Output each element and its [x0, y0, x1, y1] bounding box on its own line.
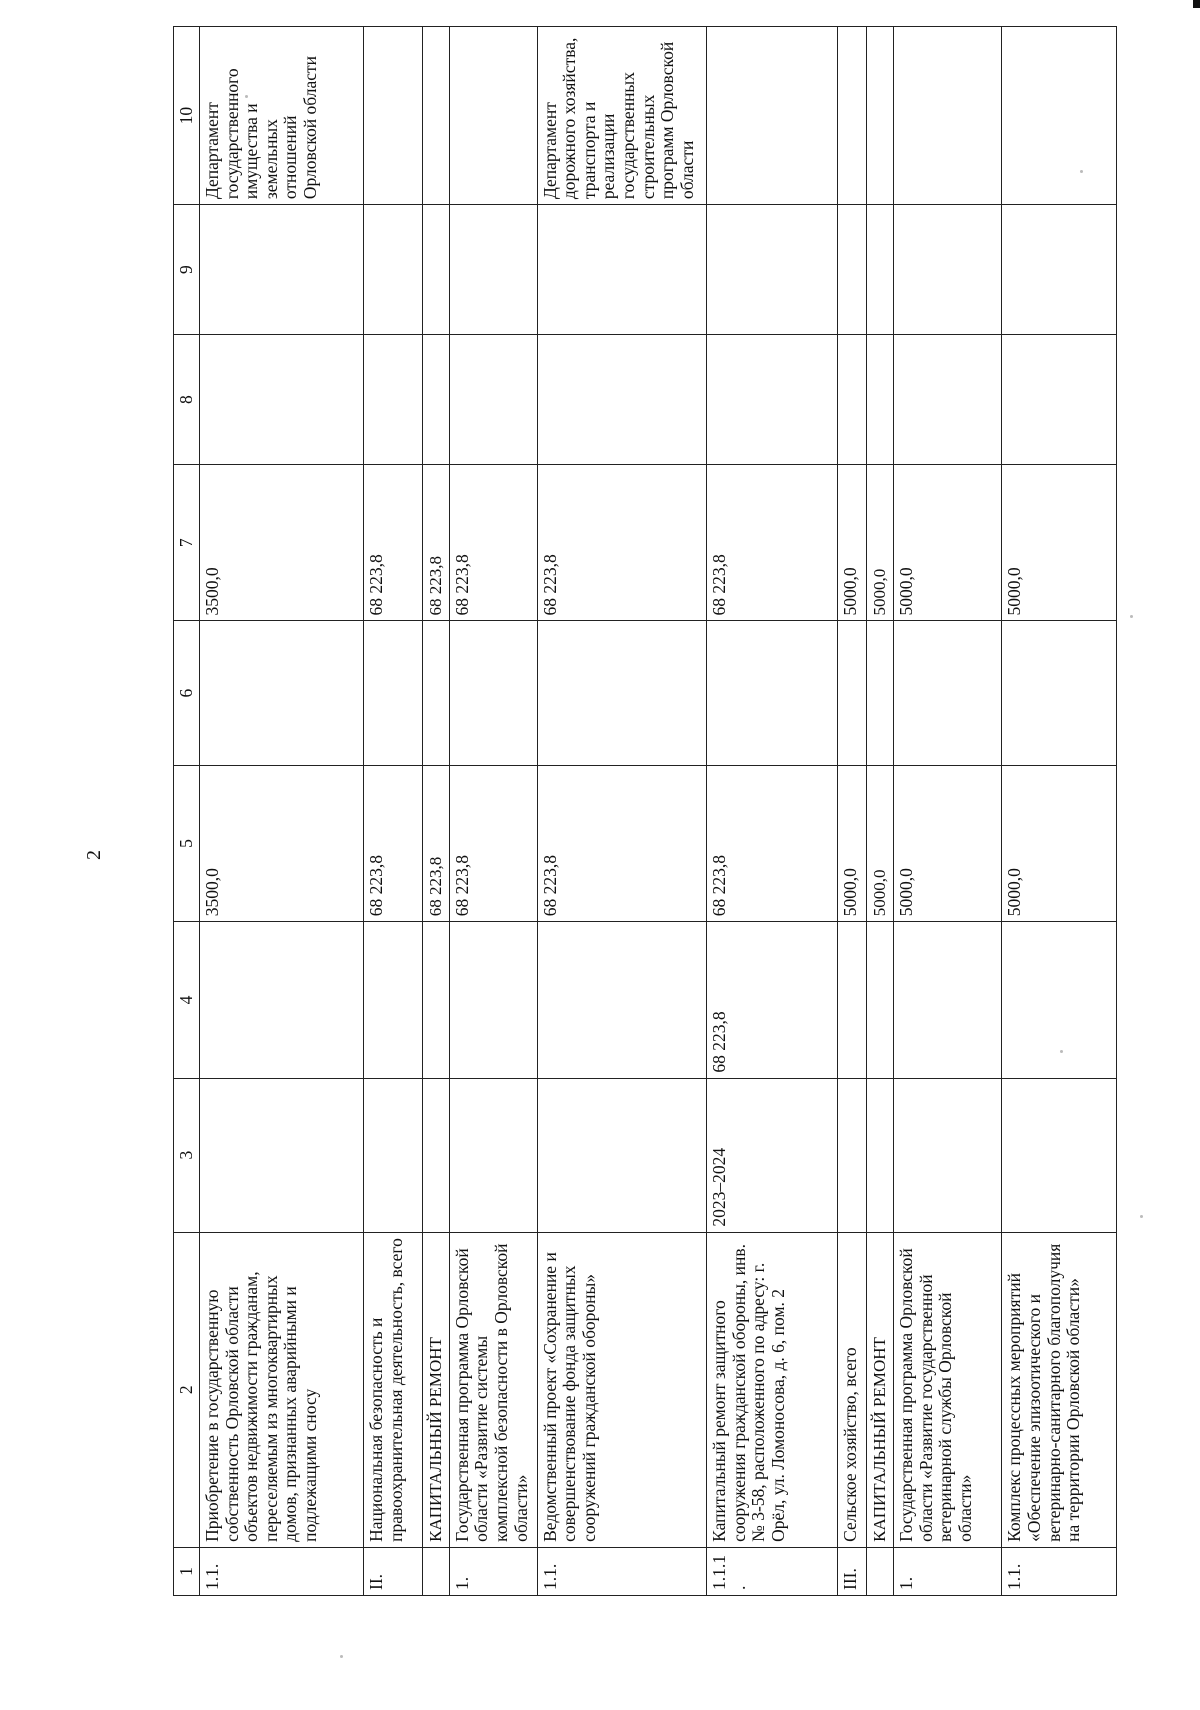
cell-col9 — [1002, 205, 1117, 335]
cell-col6 — [537, 621, 706, 765]
row-name: Капитальный ремонт защитного сооружения гражданской обороны, инв. № 3-58, расположенного по адресу: г. Орёл, ул. Ломоносова, д. 6, пом. 2 — [706, 1232, 837, 1547]
cell-col7: 5000,0 — [894, 465, 1002, 621]
table-row — [200, 27, 364, 1596]
cell-col9 — [537, 205, 706, 335]
cell-period — [422, 1078, 449, 1232]
cell-estimated-cost — [449, 922, 537, 1078]
col-header-3: 3 — [174, 1078, 200, 1232]
cell-total: 68 223,8 — [364, 765, 422, 921]
col-header-9: 9 — [174, 205, 200, 335]
cell-estimated-cost — [364, 922, 422, 1078]
row-name: Ведомственный проект «Сохранение и совершенствование фонда защитных сооружений гражданской обороны» — [537, 1232, 706, 1547]
cell-responsible — [449, 27, 537, 205]
cell-responsible — [364, 27, 422, 205]
cell-responsible — [1002, 27, 1117, 205]
cell-col6 — [894, 621, 1002, 765]
cell-col8 — [838, 335, 867, 465]
col-header-6: 6 — [174, 621, 200, 765]
cell-estimated-cost — [200, 922, 364, 1078]
page-number: 2 — [83, 850, 105, 860]
row-number: 1.1.1. — [706, 1547, 837, 1595]
cell-responsible — [867, 27, 894, 205]
table-row — [422, 27, 449, 1596]
cell-col9 — [838, 205, 867, 335]
table-row — [1002, 27, 1117, 1596]
cell-total: 5000,0 — [894, 765, 1002, 921]
cell-period — [449, 1078, 537, 1232]
cell-estimated-cost: 68 223,8 — [706, 922, 837, 1078]
row-name: КАПИТАЛЬНЫЙ РЕМОНТ — [422, 1232, 449, 1547]
cell-col8 — [449, 335, 537, 465]
table-row — [894, 27, 1002, 1596]
table-row — [706, 27, 837, 1596]
scan-speck — [1080, 170, 1083, 173]
cell-col6 — [867, 621, 894, 765]
cell-period — [894, 1078, 1002, 1232]
cell-total: 3500,0 — [200, 765, 364, 921]
cell-estimated-cost — [422, 922, 449, 1078]
table-row — [449, 27, 537, 1596]
rotated-table-wrapper — [173, 26, 1117, 1596]
cell-col8 — [1002, 335, 1117, 465]
scan-speck — [1140, 1215, 1143, 1218]
cell-estimated-cost — [838, 922, 867, 1078]
cell-col7: 68 223,8 — [364, 465, 422, 621]
cell-col7: 68 223,8 — [706, 465, 837, 621]
cell-period — [200, 1078, 364, 1232]
cell-col8 — [894, 335, 1002, 465]
cell-period: 2023–2024 — [706, 1078, 837, 1232]
row-number: 1. — [894, 1547, 1002, 1595]
row-number: III. — [838, 1547, 867, 1595]
cell-col7: 5000,0 — [838, 465, 867, 621]
cell-period — [1002, 1078, 1117, 1232]
cell-period — [537, 1078, 706, 1232]
cell-total: 5000,0 — [867, 765, 894, 921]
cell-total: 5000,0 — [838, 765, 867, 921]
cell-col6 — [838, 621, 867, 765]
cell-responsible: Департамент дорожного хозяйства, транспорта и реализации государственных строительных программ Орловской области — [537, 27, 706, 205]
cell-col7: 3500,0 — [200, 465, 364, 621]
row-name: Комплекс процессных мероприятий «Обеспечение эпизоотического и ветеринарно-санитарного благополучия на территории Орловской области» — [1002, 1232, 1117, 1547]
row-name: Сельское хозяйство, всего — [838, 1232, 867, 1547]
cell-col8 — [867, 335, 894, 465]
col-header-1: 1 — [174, 1547, 200, 1595]
cell-col9 — [867, 205, 894, 335]
cell-col9 — [706, 205, 837, 335]
scan-speck — [340, 1655, 343, 1658]
row-name: Приобретение в государственную собственность Орловской области объектов недвижимости гражданам, переселяемым из многоквартирных домов, признанных аварийными и подлежащими сносу — [200, 1232, 364, 1547]
cell-col7: 5000,0 — [1002, 465, 1117, 621]
cell-estimated-cost — [894, 922, 1002, 1078]
scan-speck — [245, 95, 248, 98]
cell-col7: 5000,0 — [867, 465, 894, 621]
cell-period — [838, 1078, 867, 1232]
cell-col8 — [364, 335, 422, 465]
cell-responsible — [706, 27, 837, 205]
cell-total: 68 223,8 — [706, 765, 837, 921]
cell-estimated-cost — [537, 922, 706, 1078]
row-name: Национальная безопасность и правоохранительная деятельность, всего — [364, 1232, 422, 1547]
cell-col9 — [200, 205, 364, 335]
cell-col9 — [894, 205, 1002, 335]
row-name: Государственная программа Орловской области «Развитие государственной ветеринарной службы Орловской области» — [894, 1232, 1002, 1547]
cell-col6 — [706, 621, 837, 765]
scan-speck — [1060, 1050, 1063, 1053]
cell-col6 — [1002, 621, 1117, 765]
cell-col9 — [449, 205, 537, 335]
cell-col6 — [200, 621, 364, 765]
scan-mark — [1193, 0, 1200, 8]
row-number: 1.1. — [200, 1547, 364, 1595]
col-header-8: 8 — [174, 335, 200, 465]
col-header-5: 5 — [174, 765, 200, 921]
table-row — [838, 27, 867, 1596]
cell-col8 — [706, 335, 837, 465]
table-row — [364, 27, 422, 1596]
cell-col8 — [200, 335, 364, 465]
cell-col7: 68 223,8 — [449, 465, 537, 621]
row-number: 1.1. — [1002, 1547, 1117, 1595]
cell-total: 68 223,8 — [537, 765, 706, 921]
table-row — [537, 27, 706, 1596]
cell-col8 — [537, 335, 706, 465]
cell-estimated-cost — [867, 922, 894, 1078]
cell-col9 — [422, 205, 449, 335]
col-header-10: 10 — [174, 27, 200, 205]
row-number: 1.1. — [537, 1547, 706, 1595]
capital-repair-table — [173, 26, 1117, 1596]
cell-col6 — [422, 621, 449, 765]
cell-responsible — [894, 27, 1002, 205]
col-header-2: 2 — [174, 1232, 200, 1547]
cell-col6 — [364, 621, 422, 765]
cell-col8 — [422, 335, 449, 465]
cell-estimated-cost — [1002, 922, 1117, 1078]
scan-speck — [1130, 615, 1133, 618]
row-name: Государственная программа Орловской области «Развитие системы комплексной безопасности в Орловской области» — [449, 1232, 537, 1547]
row-number — [867, 1547, 894, 1595]
cell-total: 68 223,8 — [449, 765, 537, 921]
cell-col7: 68 223,8 — [422, 465, 449, 621]
row-number: II. — [364, 1547, 422, 1595]
col-header-4: 4 — [174, 922, 200, 1078]
cell-responsible — [838, 27, 867, 205]
header-row — [174, 27, 200, 1596]
row-name: КАПИТАЛЬНЫЙ РЕМОНТ — [867, 1232, 894, 1547]
col-header-7: 7 — [174, 465, 200, 621]
cell-responsible: Департамент государственного имущества и земельных отношений Орловской области — [200, 27, 364, 205]
table-row — [867, 27, 894, 1596]
cell-period — [867, 1078, 894, 1232]
cell-col7: 68 223,8 — [537, 465, 706, 621]
cell-col6 — [449, 621, 537, 765]
cell-period — [364, 1078, 422, 1232]
cell-total: 5000,0 — [1002, 765, 1117, 921]
cell-total: 68 223,8 — [422, 765, 449, 921]
cell-col9 — [364, 205, 422, 335]
cell-responsible — [422, 27, 449, 205]
row-number — [422, 1547, 449, 1595]
row-number: 1. — [449, 1547, 537, 1595]
